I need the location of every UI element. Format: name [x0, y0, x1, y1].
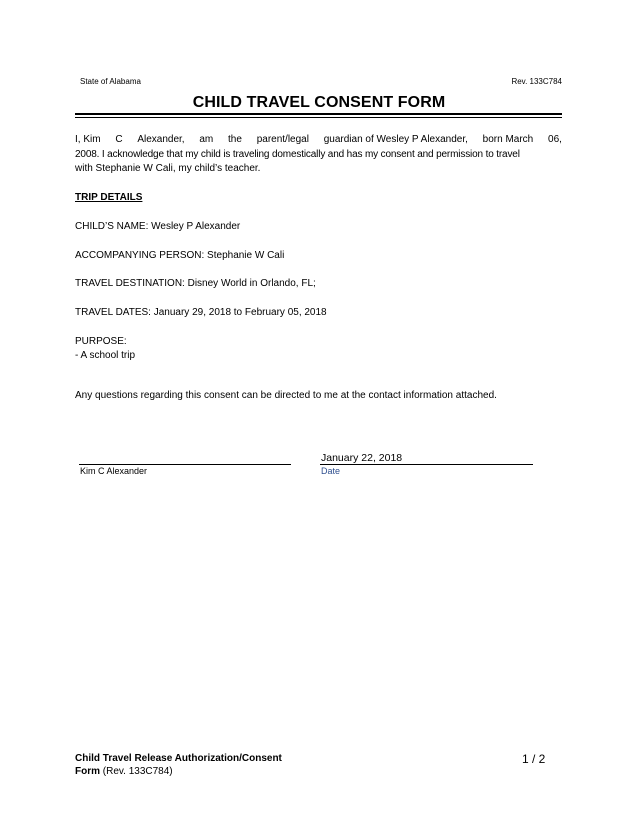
travel-destination: TRAVEL DESTINATION: Disney World in Orlando, FL; [75, 278, 316, 289]
state-label: State of Alabama [80, 77, 141, 86]
intro-line-3: with Stephanie W Cali, my child’s teacher. [75, 163, 261, 174]
travel-dates: TRAVEL DATES: January 29, 2018 to February 05, 2018 [75, 307, 327, 318]
footer-title [75, 752, 282, 778]
purpose-label: PURPOSE: [75, 336, 127, 347]
date-label: Date [321, 466, 341, 476]
footer-title-bold2: Form [75, 766, 100, 777]
signature-line [79, 464, 291, 465]
trip-details-heading: TRIP DETAILS [75, 192, 143, 203]
intro-word: guardian of Wesley P Alexander, [323, 134, 468, 145]
footer-title-rev: (Rev. 133C784) [100, 766, 173, 777]
title-rule-thin [75, 117, 562, 118]
childs-name: CHILD’S NAME: Wesley P Alexander [75, 221, 241, 232]
intro-word: I, Kim [75, 134, 101, 145]
intro-paragraph [75, 133, 562, 177]
intro-word: parent/legal [256, 134, 309, 145]
page-number: 1 / 2 [522, 752, 546, 766]
intro-word: born March [482, 134, 534, 145]
date-line [320, 464, 533, 465]
revision-label: Rev. 133C784 [511, 77, 562, 86]
footer-title-line1: Child Travel Release Authorization/Consent [75, 753, 282, 764]
accompanying-person: ACCOMPANYING PERSON: Stephanie W Cali [75, 250, 285, 261]
intro-line-2: 2008. I acknowledge that my child is traveling domestically and has my consent and permission to travel [75, 148, 520, 160]
signer-name: Kim C Alexander [80, 466, 148, 476]
purpose-value: - A school trip [75, 350, 136, 361]
intro-word: C [115, 134, 123, 145]
intro-word: am [199, 134, 214, 145]
closing-statement: Any questions regarding this consent can be directed to me at the contact information attached. [75, 390, 497, 401]
intro-line-1 [75, 133, 562, 148]
title-rule-thick [75, 113, 562, 115]
form-title: CHILD TRAVEL CONSENT FORM [192, 94, 446, 111]
signature-date-value: January 22, 2018 [321, 452, 403, 464]
intro-word: 06, [548, 134, 562, 145]
intro-word: the [228, 134, 242, 145]
intro-word: Alexander, [137, 134, 185, 145]
